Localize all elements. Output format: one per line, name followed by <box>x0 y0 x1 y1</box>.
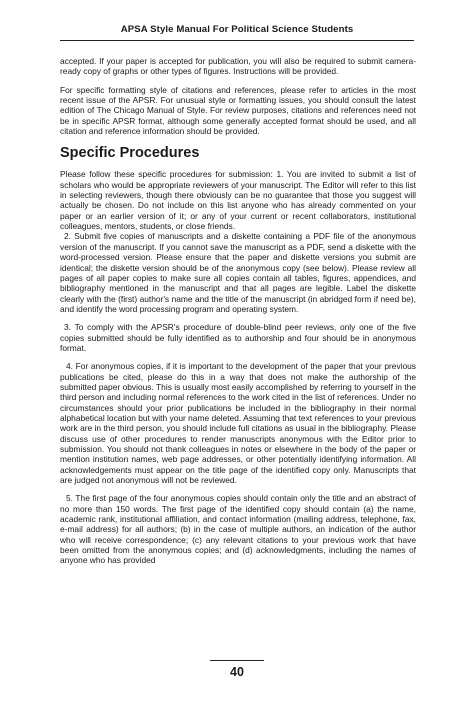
page-body <box>60 56 416 574</box>
footer-rule <box>210 660 264 661</box>
paragraph-procedure-2: 2. Submit five copies of manuscripts and a diskette containing a PDF file of the anonymous version of the manuscript. If you cannot save the manuscript as a PDF, send a diskette with the word-processed version. Please ensure that the paper and diskette versions you submit are identical; the diskette version should be of the anonymous copy (see below). Please review all pages of all paper copies to make sure all copies contain all tables, figures, appendices, and bibliography mentioned in the manuscript and that all pages are legible. Label the diskette clearly with the (first) author's name and the title of the manuscript (in abridged form if need be), and identify the word processing program and operating system. <box>60 231 416 314</box>
header-rule <box>60 40 414 41</box>
running-header: APSA Style Manual For Political Science Students <box>120 24 354 35</box>
paragraph-procedure-3: 3. To comply with the APSR's procedure of double-blind peer reviews, only one of the five copies submitted should be fully identified as to authorship and four should be in anonymous format. <box>60 322 416 353</box>
paragraph-procedure-4: 4. For anonymous copies, if it is important to the development of the paper that your previous publications be cited, please do this in a way that does not make the authorship of the submitted paper obvious. This is usually most easily accomplished by referring to yourself in the third person and including normal references to the work cited in the list of references. Under no circumstances should your prior publications be included in the bibliography in their normal alphabetical location but with your name deleted. Assuming that text references to your previous work are in the third person, you should include full citations as usual in the bibliography. Please discuss use of other procedures to render manuscripts anonymous with the Editor prior to submission. You should not thank colleagues in notes or elsewhere in the body of the paper or mention institution names, web page addresses, or other potentially identifying information. All acknowledgements must appear on the title page of the identified copy only. Manuscripts that are judged not anonymous will not be reviewed. <box>60 361 416 486</box>
paragraph-formatting-style: For specific formatting style of citations and references, please refer to articles in the most recent issue of the APSR. For unusual style or formatting issues, you should consult the latest edition of The Chicago Manual of Style. For review purposes, citations and references need not be in specific APSR format, although some generally accepted format should be used, and all citation and reference information should be provided. <box>60 84 416 137</box>
section-heading: Specific Procedures <box>60 145 200 162</box>
paragraph-procedure-1: Please follow these specific procedures for submission: 1. You are invited to submit a list of scholars who would be appropriate reviewers of your manuscript. The Editor will refer to this list in selecting reviewers, though there obviously can be no guarantee that those you suggest will actually be chosen. Do not include on this list anyone who has already commented on your paper or an earlier version of it; or any of your current or recent collaborators, institutional colleagues, mentors, students, or close friends. <box>60 169 416 232</box>
page-number: 40 <box>230 665 244 679</box>
paragraph-procedure-5: 5. The first page of the four anonymous copies should contain only the title and an abstract of no more than 150 words. The first page of the identified copy should contain (a) the name, academic rank, institutional affiliation, and contact information (mailing address, telephone, fax, e-mail address) for all authors; (b) in the case of multiple authors, an indication of the author who will receive correspondence; (c) any relevant citations to your previous work that have been omitted from the anonymous copies; and (d) acknowledgments, including the names of anyone who has provided <box>60 493 416 566</box>
paragraph-accepted: accepted. If your paper is accepted for publication, you will also be required to submit camera-ready copy of graphs or other types of figures. Instructions will be provided. <box>60 56 416 77</box>
